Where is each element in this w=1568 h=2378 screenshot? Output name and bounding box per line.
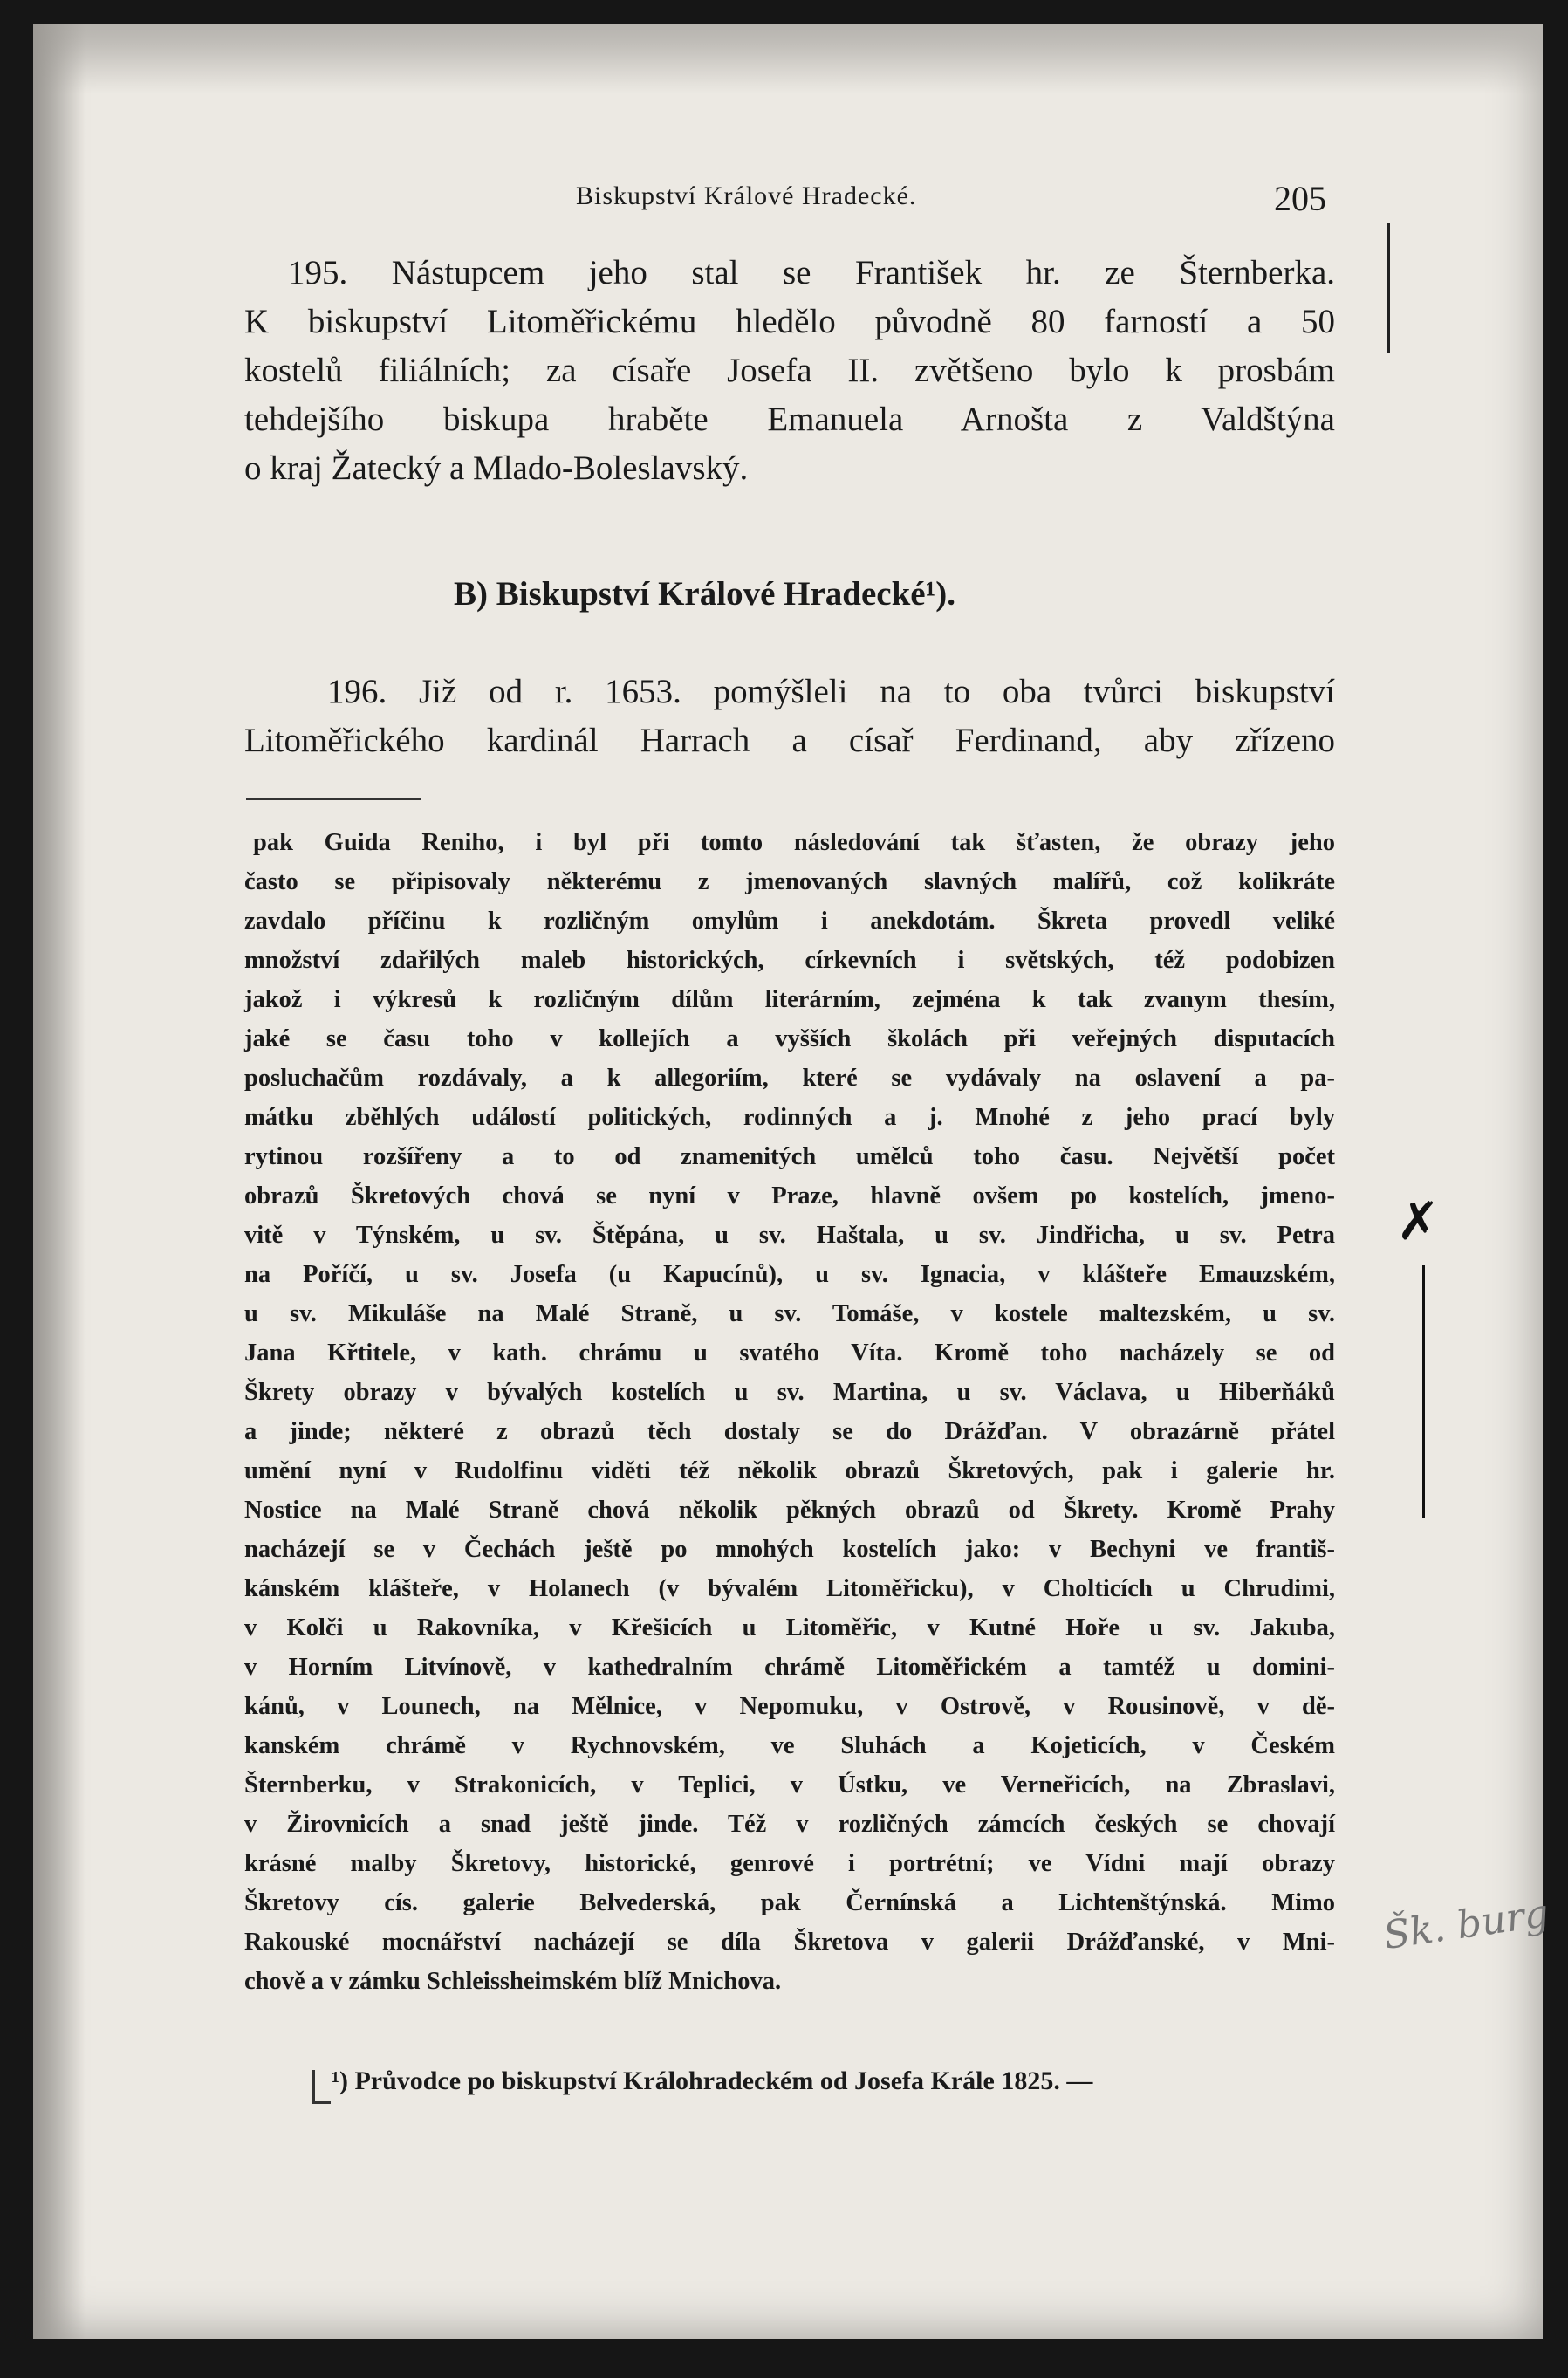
footnote-line-1: pak Guida Reniho, i byl při tomto následování tak šťasten, že obrazy jeho: [253, 829, 1335, 856]
footnote-line-5: jakož i výkresů k rozličným dílům literárním, zejména k tak zvanym thesím,: [244, 986, 1335, 1013]
footnote-line-19: nacházejí se v Čechách ještě po mnohých kostelích jako: v Bechyni ve františ-: [244, 1536, 1335, 1563]
footnote-line-21: v Kolči u Rakovníka, v Křešicích u Litoměřic, v Kutné Hoře u sv. Jakuba,: [244, 1614, 1335, 1641]
paragraph-195-line-5: o kraj Žatecký a Mlado-Boleslavský.: [244, 449, 749, 487]
page-number: 205: [1274, 179, 1326, 218]
footnote-line-15: Škrety obrazy v bývalých kostelích u sv. Martina, u sv. Václava, u Hiberňáků: [244, 1379, 1335, 1406]
footnote-line-29: Rakouské mocnářství nacházejí se díla Škretova v galerii Drážďanské, v Mni-: [244, 1929, 1335, 1956]
paragraph-195-line-2: K biskupství Litoměřickému hledělo původně 80 farností a 50: [244, 303, 1335, 340]
margin-cross-icon: ✗: [1396, 1191, 1441, 1252]
footnote-line-7: posluchačům rozdávaly, a k allegoriím, které se vydávaly na oslavení a pa-: [244, 1065, 1335, 1092]
footnote-line-23: kánů, v Lounech, na Mělnice, v Nepomuku, v Ostrově, v Rousinově, v dě-: [244, 1693, 1335, 1720]
footnote-line-26: v Žirovnicích a snad ještě jinde. Též v rozličných zámcích českých se chovají: [244, 1811, 1335, 1838]
footnote-rule: [246, 798, 421, 800]
paragraph-195-line-4: tehdejšího biskupa hraběte Emanuela Arnošta z Valdštýna: [244, 401, 1335, 438]
footnote-line-18: Nostice na Malé Straně chová několik pěkných obrazů od Škrety. Kromě Prahy: [244, 1497, 1335, 1524]
paragraph-195-line-3: kostelů filiálních; za císaře Josefa II. zvětšeno bylo k prosbám: [244, 352, 1335, 389]
footnote-line-24: kanském chrámě v Rychnovském, ve Sluhách a Kojeticích, v Českém: [244, 1732, 1335, 1759]
footnote-line-30: chově a v zámku Schleissheimském blíž Mnichova.: [244, 1968, 782, 1995]
margin-pencil-line: [1422, 1265, 1425, 1518]
footnote-line-4: množství zdařilých maleb historických, církevních i světských, též podobizen: [244, 947, 1335, 974]
footnote-line-20: kánském klášteře, v Holanech (v bývalém Litoměřicku), v Cholticích u Chrudimi,: [244, 1575, 1335, 1602]
footnote-line-6: jaké se času toho v kollejích a vyšších školách při veřejných disputacích: [244, 1025, 1335, 1052]
footnote-line-25: Šternberku, v Strakonicích, v Teplici, v Ústku, ve Verneřicích, na Zbraslavi,: [244, 1772, 1335, 1799]
margin-handwritten-note: Šk. burg: [1380, 1890, 1552, 1959]
footnote-pencil-bracket: [312, 2070, 331, 2104]
footnote-line-10: obrazů Škretových chová se nyní v Praze, hlavně ovšem po kostelích, jmeno-: [244, 1182, 1335, 1210]
footnote-line-3: zavdalo příčinu k rozličným omylům i anekdotám. Škreta provedl veliké: [244, 908, 1335, 935]
footnote-line-22: v Horním Litvínově, v kathedralním chrámě Litoměřickém a tamtéž u domini-: [244, 1654, 1335, 1681]
footnote-line-8: mátku zběhlých událostí politických, rodinných a j. Mnohé z jeho prací byly: [244, 1104, 1335, 1131]
footnote-line-27: krásné malby Škretovy, historické, genrové i portrétní; ve Vídni mají obrazy: [244, 1850, 1335, 1877]
footnote-1: ¹) Průvodce po biskupství Králohradeckém od Josefa Krále 1825. —: [332, 2066, 1093, 2095]
page-shadow-top: [33, 24, 1543, 94]
section-heading: B) Biskupství Králové Hradecké¹).: [454, 575, 956, 613]
page-shadow-left: [33, 24, 86, 2339]
margin-pencil-line-top: [1387, 223, 1390, 353]
footnote-line-14: Jana Křtitele, v kath. chrámu u svatého Víta. Kromě toho nacházely se od: [244, 1340, 1335, 1367]
footnote-line-2: často se připisovaly některému z jmenovaných slavných malířů, což kolikráte: [244, 868, 1335, 895]
footnote-line-17: umění nyní v Rudolfinu viděti též několik obrazů Škretových, pak i galerie hr.: [244, 1457, 1335, 1484]
footnote-line-16: a jinde; některé z obrazů těch dostaly se do Drážďan. V obrazárně přátel: [244, 1418, 1335, 1445]
paragraph-196-line-1: 196. Již od r. 1653. pomýšleli na to oba tvůrci biskupství: [327, 673, 1335, 710]
footnote-line-9: rytinou rozšířeny a to od znamenitých umělců toho času. Největší počet: [244, 1143, 1335, 1170]
paragraph-196-line-2: Litoměřického kardinál Harrach a císař Ferdinand, aby zřízeno: [244, 722, 1335, 759]
footnote-line-12: na Poříčí, u sv. Josefa (u Kapucínů), u sv. Ignacia, v klášteře Emauzském,: [244, 1261, 1335, 1288]
footnote-line-11: vitě v Týnském, u sv. Štěpána, u sv. Haštala, u sv. Jindřicha, u sv. Petra: [244, 1222, 1335, 1249]
paragraph-195-line-1: 195. Nástupcem jeho stal se František hr. ze Šternberka.: [288, 254, 1335, 291]
footnote-line-28: Škretovy cís. galerie Belvederská, pak Černínská a Lichtenštýnská. Mimo: [244, 1889, 1335, 1916]
running-header: Biskupství Králové Hradecké.: [576, 182, 917, 210]
footnote-line-13: u sv. Mikuláše na Malé Straně, u sv. Tomáše, v kostele maltezském, u sv.: [244, 1300, 1335, 1327]
